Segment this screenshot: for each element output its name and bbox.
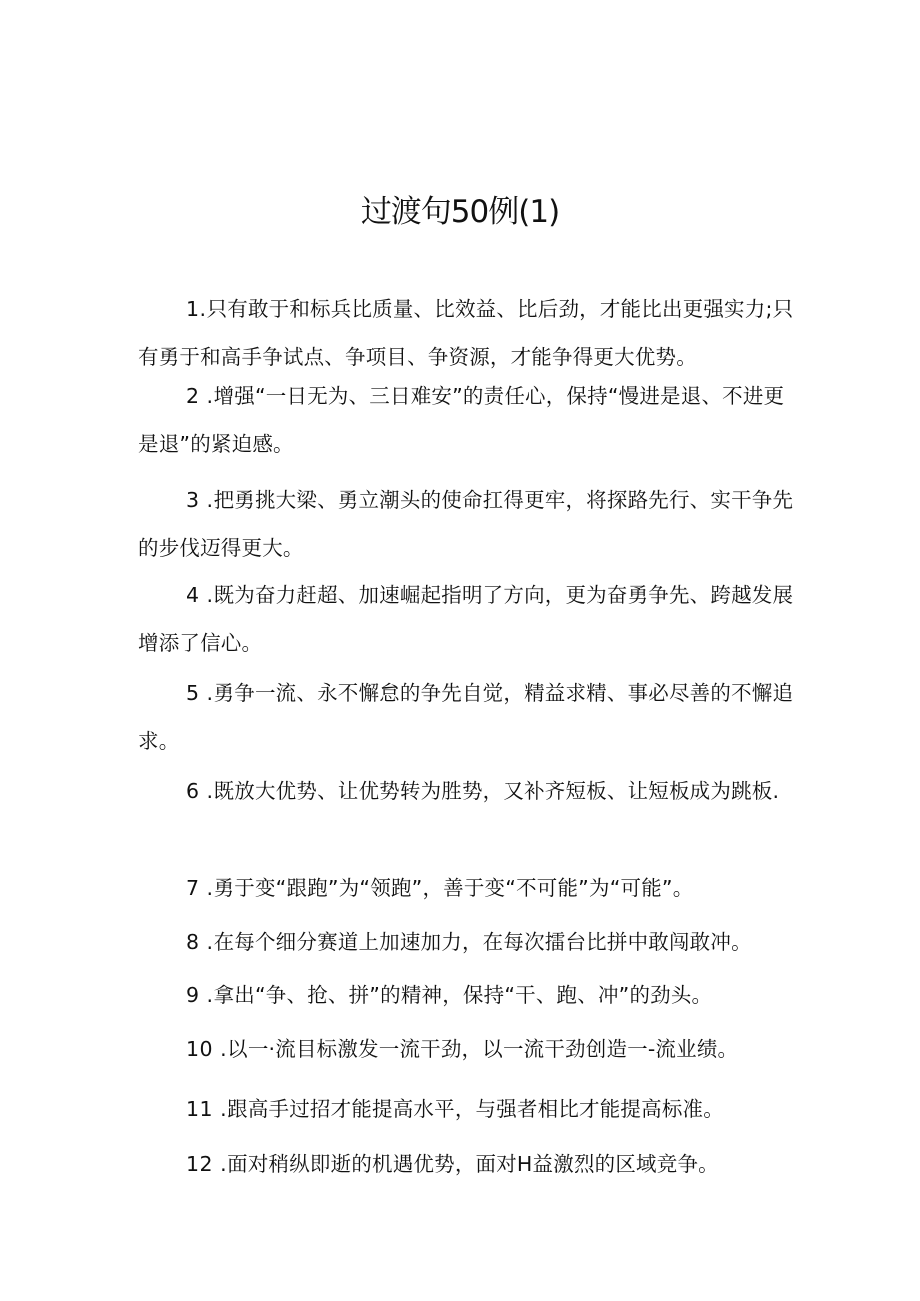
item-number: 7 . xyxy=(186,876,214,900)
item-number: 11 . xyxy=(186,1097,228,1121)
item-number: 2 . xyxy=(186,384,214,408)
item-text: 既为奋力赶超、加速崛起指明了方向，更为奋勇争先、跨越发展增添了信心。 xyxy=(138,583,794,655)
item-text: 面对稍纵即逝的机遇优势，面对H益激烈的区域竞争。 xyxy=(227,1152,719,1176)
item-number: 9 . xyxy=(186,983,214,1007)
list-item xyxy=(138,1085,798,1133)
item-number: 8 . xyxy=(186,930,214,954)
item-text: 勇于变“跟跑”为“领跑”，善于变“不可能”为“可能”。 xyxy=(213,876,694,900)
list-item xyxy=(138,1140,798,1188)
item-text: 只有敢于和标兵比质量、比效益、比后劲，才能比出更强实力;只有勇于和高手争试点、争项目、争资源，才能争得更大优势。 xyxy=(138,297,794,369)
item-number: 4 . xyxy=(186,583,214,607)
item-number: 1. xyxy=(186,297,207,321)
item-text: 以一·流目标激发一流干劲，以一流干劲创造一-流业绩。 xyxy=(227,1037,739,1061)
item-text: 增强“一日无为、三日难安”的责任心，保持“慢进是退、不进更是退”的紧迫感。 xyxy=(138,384,785,456)
list-item xyxy=(138,669,798,765)
item-text: 勇争一流、永不懈怠的争先自觉，精益求精、事必尽善的不懈追求。 xyxy=(138,681,794,753)
list-item xyxy=(138,767,798,815)
list-item xyxy=(138,571,798,667)
item-text: 拿出“争、抢、拼”的精神，保持“干、跑、冲”的劲头。 xyxy=(213,983,713,1007)
list-item xyxy=(138,864,798,912)
item-number: 5 . xyxy=(186,681,214,705)
page-title: 过渡句50例(1) xyxy=(360,194,560,230)
item-number: 12 . xyxy=(186,1152,228,1176)
list-item xyxy=(138,971,798,1019)
list-item xyxy=(138,476,798,572)
item-text: 跟高手过招才能提高水平，与强者相比才能提高标准。 xyxy=(227,1097,724,1121)
item-number: 3 . xyxy=(186,488,214,512)
list-item xyxy=(138,918,798,966)
item-text: 既放大优势、让优势转为胜势，又补齐短板、让短板成为跳板. xyxy=(213,779,780,803)
list-item xyxy=(138,372,798,468)
item-number: 10 . xyxy=(186,1037,228,1061)
list-item xyxy=(138,285,798,381)
item-number: 6 . xyxy=(186,779,214,803)
item-text: 把勇挑大梁、勇立潮头的使命扛得更牢，将探路先行、实干争先的步伐迈得更大。 xyxy=(138,488,794,560)
list-item xyxy=(138,1025,798,1073)
item-text: 在每个细分赛道上加速加力，在每次擂台比拼中敢闯敢冲。 xyxy=(213,930,752,954)
